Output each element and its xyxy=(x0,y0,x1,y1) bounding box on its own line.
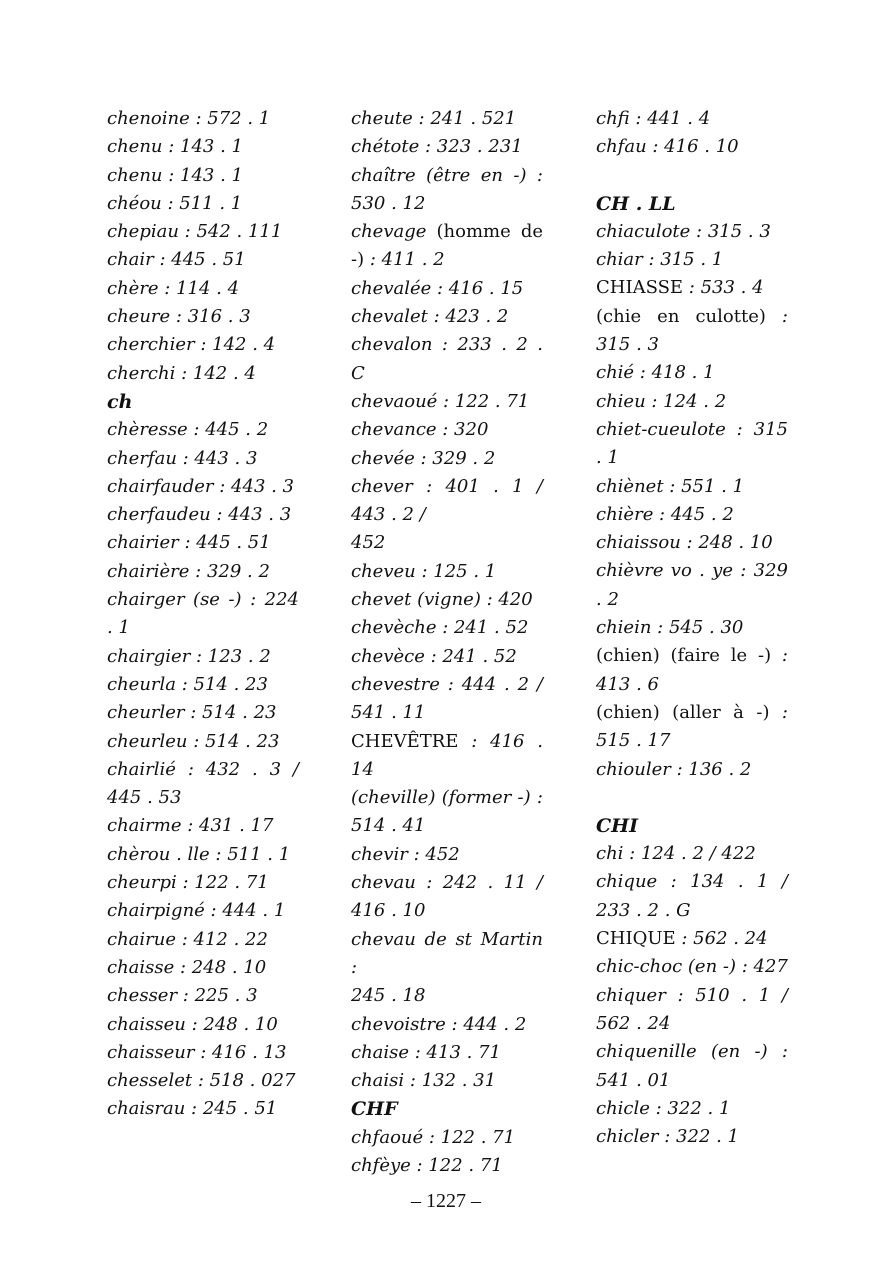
index-entry: chevet (vigne) : 420 xyxy=(351,589,533,611)
index-entry: cheurpi : 122 . 71 xyxy=(107,872,269,894)
index-entry: chic-choc (en -) : 427 xyxy=(596,956,788,978)
index-entry: chenu : 143 . 1 xyxy=(107,164,243,186)
index-entry: chiquer : 510 . 1 / 562 . 24 xyxy=(596,984,788,1034)
entry-roman-part: (homme de -) xyxy=(351,221,543,271)
index-entry: chairfauder : 443 . 3 xyxy=(107,475,295,497)
index-entry: chière : 445 . 2 xyxy=(596,503,734,525)
index-entry: chétote : 323 . 231 xyxy=(351,136,523,158)
index-entry: chaître (être en -) : 530 . 12 xyxy=(351,164,543,214)
entry-italic-part: : 413 . 6 xyxy=(596,645,788,695)
index-entry: chenoine : 572 . 1 xyxy=(107,108,271,129)
index-entry: chairme : 431 . 17 xyxy=(107,815,274,837)
index-entry: chevaoué : 122 . 71 xyxy=(351,390,530,412)
index-entry: chèresse : 445 . 2 xyxy=(107,419,269,441)
index-entry: chfaoué : 122 . 71 xyxy=(351,1126,516,1148)
index-entry: chairière : 329 . 2 xyxy=(107,560,270,582)
index-entry: chiènet : 551 . 1 xyxy=(596,475,745,497)
index-entry: chevalée : 416 . 15 xyxy=(351,277,524,299)
index-entry: cherchi : 142 . 4 xyxy=(107,362,256,384)
index-entry: chi : 124 . 2 / 422 xyxy=(596,843,756,865)
section-header: CH . LL xyxy=(596,192,676,215)
index-entry: chevance : 320 xyxy=(351,419,489,441)
index-entry: chaisrau : 245 . 51 xyxy=(107,1098,278,1120)
section-header: CHF xyxy=(351,1098,398,1121)
section-gap xyxy=(596,784,788,812)
index-entry: chepiau : 542 . 111 xyxy=(107,221,283,243)
index-column-2 xyxy=(351,105,543,1180)
index-entry: chiar : 315 . 1 xyxy=(596,249,724,271)
entry-roman-part: CHIASSE xyxy=(596,277,684,299)
entry-roman-part: (chien) (faire le -) xyxy=(596,645,772,667)
index-entry xyxy=(351,218,543,275)
index-entry: chairpigné : 444 . 1 xyxy=(107,900,286,922)
index-entry: cheute : 241 . 521 xyxy=(351,108,517,129)
index-entry: cheurleu : 514 . 23 xyxy=(107,730,280,752)
index-entry: chfi : 441 . 4 xyxy=(596,108,711,129)
entry-roman-part: (chie en culotte) xyxy=(596,305,766,327)
index-entry: chaisse : 248 . 10 xyxy=(107,956,267,978)
index-entry: chairier : 445 . 51 xyxy=(107,532,271,554)
index-entry: chevèche : 241 . 52 xyxy=(351,617,529,639)
index-entry: chairgier : 123 . 2 xyxy=(107,645,271,667)
section-header: ch xyxy=(107,390,133,413)
index-entry: cheveu : 125 . 1 xyxy=(351,560,497,582)
index-entry: chairger (se -) : 224 . 1 xyxy=(107,589,299,639)
index-entry: chiein : 545 . 30 xyxy=(596,617,744,639)
index-entry: chevée : 329 . 2 xyxy=(351,447,496,469)
index-entry: cherfau : 443 . 3 xyxy=(107,447,258,469)
index-entry: 245 . 18 xyxy=(351,985,426,1007)
index-entry xyxy=(596,303,788,360)
index-entry: chesselet : 518 . 027 xyxy=(107,1070,296,1092)
entry-roman-part: (chien) (aller à -) xyxy=(596,701,770,723)
index-entry: chièvre vo . ye : 329 . 2 xyxy=(596,560,788,610)
index-entry: chesser : 225 . 3 xyxy=(107,985,258,1007)
index-entry: chicler : 322 . 1 xyxy=(596,1126,740,1148)
index-entry: chenu : 143 . 1 xyxy=(107,136,243,158)
index-entry xyxy=(596,925,788,953)
index-column-3 xyxy=(596,105,788,1151)
index-entry: chiaculote : 315 . 3 xyxy=(596,220,771,242)
index-entry: 452 xyxy=(351,532,386,554)
entry-italic-part: : 515 . 17 xyxy=(596,701,788,752)
entry-italic-part: : 411 . 2 xyxy=(364,249,445,271)
index-entry: chaisi : 132 . 31 xyxy=(351,1070,497,1092)
index-entry: chéou : 511 . 1 xyxy=(107,192,243,214)
index-entry: chevèce : 241 . 52 xyxy=(351,645,517,667)
index-entry: cheurla : 514 . 23 xyxy=(107,673,268,695)
index-entry xyxy=(596,274,788,302)
index-entry: chiet-cueulote : 315 . 1 xyxy=(596,418,788,469)
index-entry: chèrou . lle : 511 . 1 xyxy=(107,843,291,865)
index-entry: chevalet : 423 . 2 xyxy=(351,306,509,328)
entry-italic-part: : 416 . 14 xyxy=(351,730,543,780)
index-entry: chieu : 124 . 2 xyxy=(596,390,727,412)
index-entry: chiquenille (en -) : 541 . 01 xyxy=(596,1041,788,1091)
index-entry: chiouler : 136 . 2 xyxy=(596,758,752,780)
index-entry xyxy=(596,699,788,756)
entry-italic-part: : 562 . 24 xyxy=(675,928,768,950)
index-entry: chevalon : 233 . 2 . C xyxy=(351,334,543,384)
index-entry: chfau : 416 . 10 xyxy=(596,136,739,158)
section-gap xyxy=(596,162,788,190)
index-column-1 xyxy=(107,105,299,1124)
index-entry: cherfaudeu : 443 . 3 xyxy=(107,504,292,526)
entry-roman-part: CHIQUE xyxy=(596,928,676,950)
index-entry: chfèye : 122 . 71 xyxy=(351,1154,503,1176)
index-entry: chevestre : 444 . 2 / 541 . 11 xyxy=(351,673,543,724)
section-header: CHI xyxy=(596,814,638,837)
index-entry: chiaissou : 248 . 10 xyxy=(596,532,773,554)
index-entry xyxy=(351,728,543,785)
index-entry: chair : 445 . 51 xyxy=(107,249,246,271)
index-entry: chever : 401 . 1 / 443 . 2 / xyxy=(351,475,543,526)
index-entry: (cheville) (former -) : 514 . 41 xyxy=(351,787,543,837)
index-entry: chairlié : 432 . 3 / 445 . 53 xyxy=(107,758,299,809)
index-entry xyxy=(596,642,788,699)
index-entry: cherchier : 142 . 4 xyxy=(107,334,276,356)
index-entry: chère : 114 . 4 xyxy=(107,277,240,299)
index-entry: chevau de st Martin : xyxy=(351,928,543,978)
index-entry: chique : 134 . 1 / 233 . 2 . G xyxy=(596,871,788,921)
index-entry: chicle : 322 . 1 xyxy=(596,1097,731,1119)
page-number: – 1227 – xyxy=(411,1190,481,1212)
index-entry: chaisseu : 248 . 10 xyxy=(107,1013,278,1035)
index-entry: chié : 418 . 1 xyxy=(596,362,715,384)
index-entry: chairue : 412 . 22 xyxy=(107,928,268,950)
index-entry: chevau : 242 . 11 / 416 . 10 xyxy=(351,872,543,922)
index-entry: cheurler : 514 . 23 xyxy=(107,702,277,724)
index-entry: chaisseur : 416 . 13 xyxy=(107,1041,287,1063)
entry-italic-part: : 315 . 3 xyxy=(596,305,788,356)
entry-roman-part: CHEVÊTRE xyxy=(351,730,459,752)
index-entry: cheure : 316 . 3 xyxy=(107,306,251,328)
index-entry: chaise : 413 . 71 xyxy=(351,1041,501,1063)
entry-italic-part: : 533 . 4 xyxy=(683,277,764,299)
index-entry: chevoistre : 444 . 2 xyxy=(351,1013,527,1035)
index-entry: chevir : 452 xyxy=(351,843,460,865)
entry-italic-part: chevage xyxy=(351,221,427,243)
